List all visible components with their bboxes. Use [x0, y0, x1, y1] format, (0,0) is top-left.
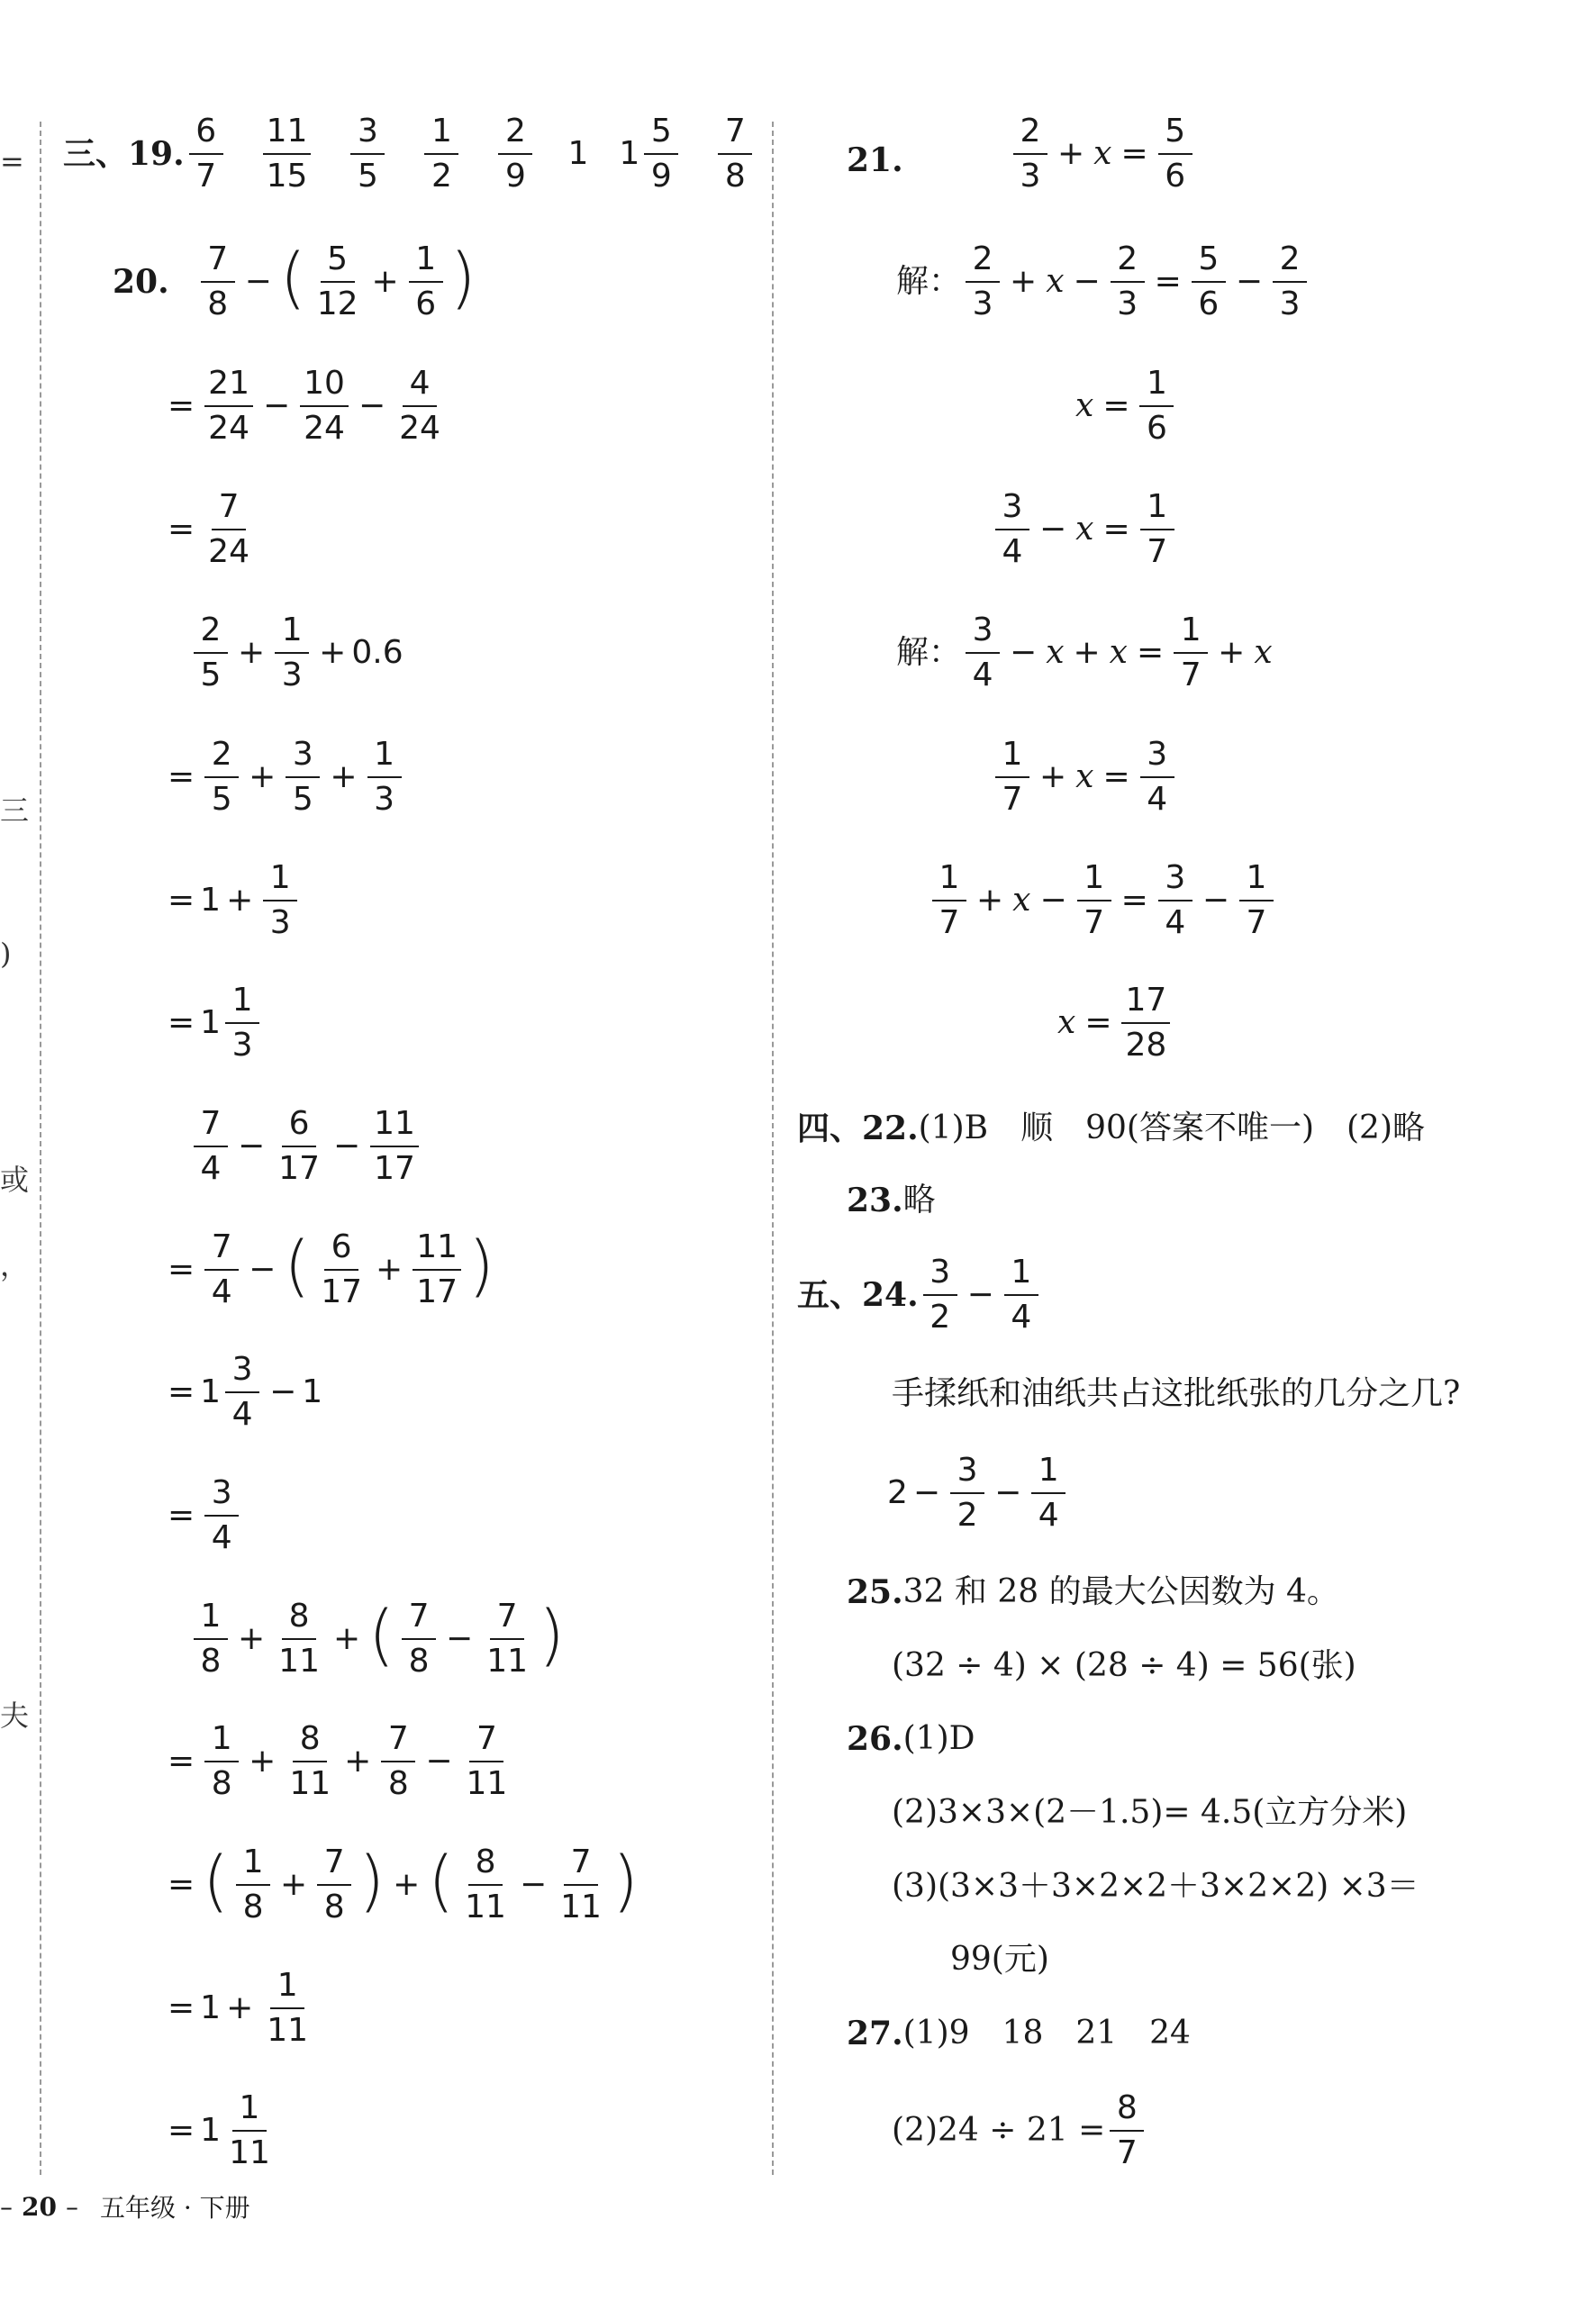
- q19-answer-7-whole: 1: [619, 135, 640, 172]
- fraction: $\frac{2}{3}$: [966, 243, 1000, 321]
- q26-part-1: (1)D: [902, 1720, 975, 1757]
- q21-line-4: $\frac{3}{4}$ − x = $\frac{1}{7}$: [991, 491, 1179, 568]
- fraction: $\frac{1}{6}$: [409, 243, 443, 321]
- fraction: $\frac{3}{4}$: [966, 614, 1000, 692]
- edge-char: ，: [0, 1248, 30, 1282]
- q19-label: 三、19.: [63, 135, 185, 173]
- q20-line-4: $\frac{2}{5}$ + $\frac{1}{3}$ + 0.6: [189, 614, 404, 692]
- edge-char: ): [0, 937, 12, 971]
- fraction: $\frac{6}{17}$: [278, 1105, 320, 1187]
- q20-line-11: = $\frac{3}{4}$: [162, 1477, 243, 1554]
- fraction: $\frac{1}{11}$: [267, 1967, 309, 2049]
- fraction: $\frac{1}{4}$: [1031, 1454, 1066, 1532]
- q20-line-12: $\frac{1}{8}$ + $\frac{8}{11}$ + ( $\frac{7}{8}$ − $\frac{7}{11}$ ): [189, 1600, 567, 1678]
- q25-label: 25.: [847, 1573, 903, 1611]
- fraction: $\frac{3}{4}$: [1158, 862, 1192, 939]
- fraction: $\frac{3}{2}$: [950, 1454, 984, 1532]
- fraction: $\frac{1}{7}$: [932, 862, 966, 939]
- q24-question: 手揉纸和油纸共占这批纸张的几分之几?: [892, 1375, 1461, 1412]
- q20-line-3: = $\frac{7}{24}$: [162, 491, 258, 568]
- fraction: $\frac{5}{6}$: [1192, 243, 1226, 321]
- fraction: $\frac{11}{17}$: [413, 1231, 461, 1309]
- q20-line-14: = ( $\frac{1}{8}$ + $\frac{7}{8}$ ) + ( $\frac{8}{11}$ − $\frac{7}{11}$ ): [168, 1843, 639, 1925]
- q21-line-2: 解： $\frac{2}{3}$ + x − $\frac{2}{3}$ = $\frac{5}{6}$ − $\frac{2}{3}$: [896, 243, 1311, 321]
- fraction: $\frac{2}{5}$: [204, 738, 239, 816]
- fraction: $\frac{7}{8}$: [201, 243, 235, 321]
- fraction: $\frac{1}{3}$: [275, 614, 309, 692]
- fraction: $\frac{7}{8}$: [402, 1600, 436, 1678]
- q25-line-1: [847, 1572, 1339, 1613]
- q20-line-2: = $\frac{21}{24}$ − $\frac{10}{24}$ − $\frac{4}{24}$: [162, 367, 449, 445]
- fraction: $\frac{5}{12}$: [316, 240, 358, 322]
- fraction: $\frac{7}{11}$: [560, 1843, 602, 1925]
- fraction: $\frac{1}{8}$: [236, 1846, 270, 1924]
- q23-label: 23.: [847, 1182, 903, 1219]
- edge-char: 三: [0, 793, 30, 828]
- q19-answer-5: $\frac{2}{9}$: [498, 115, 532, 193]
- fraction: $\frac{2}{3}$: [1111, 243, 1145, 321]
- jie-label: 解：: [896, 634, 962, 671]
- left-column-divider: [40, 122, 41, 2175]
- q24-label: 五、24.: [797, 1276, 919, 1314]
- q26-part-3: (3)(3×3＋3×2×2＋3×2×2) ×3＝: [892, 1868, 1419, 1905]
- q21-line-3: x = $\frac{1}{6}$: [1072, 367, 1178, 445]
- q24-line-1: 五、24. $\frac{3}{2}$ − $\frac{1}{4}$: [797, 1256, 1043, 1334]
- fraction: $\frac{1}{7}$: [995, 738, 1029, 816]
- fraction: $\frac{1}{8}$: [194, 1600, 228, 1678]
- q19-answer-2: $\frac{11}{15}$: [263, 115, 312, 193]
- footer-dash: –: [0, 2191, 13, 2222]
- q27-label: 27.: [847, 2015, 903, 2052]
- q21-line-7: $\frac{1}{7}$ + x − $\frac{1}{7}$ = $\frac{3}{4}$ − $\frac{1}{7}$: [928, 862, 1278, 939]
- q21-label: 21.: [847, 141, 903, 179]
- q21-line-6: $\frac{1}{7}$ + x = $\frac{3}{4}$: [991, 738, 1179, 816]
- q20-line-1: 20. $\frac{7}{8}$ − ( $\frac{5}{12}$ + $\frac{1}{6}$ ): [113, 240, 476, 322]
- fraction: $\frac{4}{24}$: [399, 365, 440, 447]
- q22-answer: (1)B 顺 90(答案不唯一) (2)略: [918, 1110, 1425, 1146]
- q25-line-2: [892, 1645, 1356, 1687]
- fraction: $\frac{1}{7}$: [1174, 614, 1208, 692]
- fraction: $\frac{7}{8}$: [317, 1846, 351, 1924]
- fraction: $\frac{3}{5}$: [286, 738, 320, 816]
- fraction: $\frac{2}{5}$: [194, 614, 228, 692]
- q19-answer-8: $\frac{7}{8}$: [718, 115, 752, 193]
- q25-calc: (32 ÷ 4) × (28 ÷ 4) = 56(张): [892, 1647, 1356, 1684]
- q24-line-2: 2 − $\frac{3}{2}$ − $\frac{1}{4}$: [887, 1454, 1070, 1532]
- q19-line: [63, 115, 757, 193]
- fraction: $\frac{1}{3}$: [367, 738, 402, 816]
- grade-label: 五年级 · 下册: [99, 2193, 250, 2223]
- q20-line-13: = $\frac{1}{8}$ + $\frac{8}{11}$ + $\frac{7}{8}$ − $\frac{7}{11}$: [162, 1723, 515, 1800]
- q20-line-15: = 1 + $\frac{1}{11}$: [162, 1970, 316, 2047]
- q21-line-8: x = $\frac{17}{28}$: [1054, 984, 1174, 1062]
- fraction: $\frac{8}{7}$: [1110, 2092, 1144, 2170]
- fraction: $\frac{3}{4}$: [1140, 738, 1174, 816]
- q20-line-7: = 1 $\frac{1}{3}$: [162, 984, 264, 1062]
- q19-answer-3: $\frac{3}{5}$: [350, 115, 385, 193]
- fraction: $\frac{1}{3}$: [263, 862, 297, 939]
- fraction: $\frac{2}{3}$: [1273, 243, 1307, 321]
- jie-label: 解：: [896, 263, 962, 300]
- q22-line: [797, 1108, 1425, 1149]
- q27-part-2-prefix: (2)24 ÷ 21 =: [892, 2112, 1106, 2149]
- edge-char: 夫: [0, 1699, 30, 1733]
- fraction: $\frac{5}{6}$: [1158, 115, 1192, 193]
- fraction: $\frac{1}{11}$: [229, 2089, 270, 2171]
- center-column-divider: [772, 122, 774, 2175]
- fraction: $\frac{3}{4}$: [995, 491, 1029, 568]
- page-footer: [0, 2188, 250, 2224]
- q27-line-1: [847, 2013, 1191, 2054]
- q21-line-5: 解： $\frac{3}{4}$ − x + x = $\frac{1}{7}$ + x: [896, 611, 1273, 693]
- footer-dash: –: [65, 2191, 78, 2222]
- edge-char: 或: [0, 1163, 30, 1197]
- fraction: $\frac{1}{8}$: [204, 1723, 239, 1800]
- q26-line-1: [847, 1718, 975, 1760]
- fraction: $\frac{3}{4}$: [204, 1477, 239, 1554]
- q27-part-1: (1)9 18 21 24: [902, 2015, 1191, 2052]
- fraction: $\frac{1}{7}$: [1077, 862, 1111, 939]
- fraction: $\frac{8}{11}$: [465, 1843, 506, 1925]
- fraction: $\frac{3}{4}$: [225, 1354, 259, 1431]
- fraction: $\frac{7}{11}$: [466, 1720, 508, 1802]
- q21-label-line: [847, 141, 903, 179]
- fraction: $\frac{7}{24}$: [208, 488, 249, 570]
- q20-label: 20.: [113, 263, 169, 301]
- fraction: $\frac{21}{24}$: [204, 367, 253, 445]
- fraction: $\frac{1}{6}$: [1139, 367, 1174, 445]
- edge-char: =: [0, 144, 24, 178]
- fraction: $\frac{8}{11}$: [278, 1598, 320, 1680]
- fraction: $\frac{1}{3}$: [225, 984, 259, 1062]
- fraction: $\frac{7}{8}$: [381, 1723, 415, 1800]
- q19-answer-1: $\frac{6}{7}$: [189, 115, 223, 193]
- q20-line-6: = 1 + $\frac{1}{3}$: [162, 862, 302, 939]
- q21-line-1: $\frac{2}{3}$ + x = $\frac{5}{6}$: [1009, 115, 1197, 193]
- q20-line-8: $\frac{7}{4}$ − $\frac{6}{17}$ − $\frac{11}{17}$: [189, 1108, 423, 1185]
- fraction: $\frac{7}{4}$: [194, 1108, 228, 1185]
- page-number: 20: [22, 2191, 57, 2222]
- q26-line-4: [950, 1939, 1049, 1980]
- q19-answer-4: $\frac{1}{2}$: [424, 115, 458, 193]
- fraction: $\frac{3}{2}$: [923, 1256, 957, 1334]
- q26-line-2: [892, 1792, 1407, 1834]
- q26-label: 26.: [847, 1720, 903, 1758]
- q20-line-16: = 1 $\frac{1}{11}$: [162, 2092, 278, 2170]
- fraction: $\frac{7}{4}$: [204, 1231, 239, 1309]
- q26-line-3: [892, 1866, 1419, 1907]
- fraction: $\frac{6}{17}$: [321, 1228, 363, 1310]
- fraction: $\frac{1}{7}$: [1239, 862, 1274, 939]
- q23-answer: 略: [902, 1182, 936, 1218]
- q26-part-2: (2)3×3×(2－1.5)= 4.5(立方分米): [892, 1794, 1408, 1831]
- q25-text: 32 和 28 的最大公因数为 4。: [902, 1573, 1339, 1610]
- q26-part-3-result: 99(元): [950, 1941, 1049, 1978]
- q27-line-2: [892, 2089, 1148, 2171]
- q20-line-10: = 1 $\frac{3}{4}$ − 1: [168, 1351, 323, 1433]
- fraction: $\frac{11}{17}$: [370, 1108, 419, 1185]
- fraction: $\frac{17}{28}$: [1121, 984, 1170, 1062]
- fraction: $\frac{1}{7}$: [1140, 491, 1174, 568]
- q20-line-9: = $\frac{7}{4}$ − ( $\frac{6}{17}$ + $\frac{11}{17}$ ): [168, 1227, 494, 1310]
- fraction: $\frac{1}{4}$: [1004, 1256, 1038, 1334]
- q22-label: 四、22.: [797, 1110, 919, 1147]
- q23-line: [847, 1180, 936, 1221]
- q20-line-5: = $\frac{2}{5}$ + $\frac{3}{5}$ + $\frac{1}{3}$: [162, 738, 406, 816]
- fraction: $\frac{7}{11}$: [486, 1598, 529, 1680]
- q19-answer-6: 1: [567, 135, 589, 172]
- fraction: $\frac{8}{11}$: [289, 1720, 331, 1802]
- fraction: $\frac{10}{24}$: [300, 367, 349, 445]
- q19-answer-7: $\frac{5}{9}$: [644, 115, 678, 193]
- fraction: $\frac{2}{3}$: [1013, 115, 1047, 193]
